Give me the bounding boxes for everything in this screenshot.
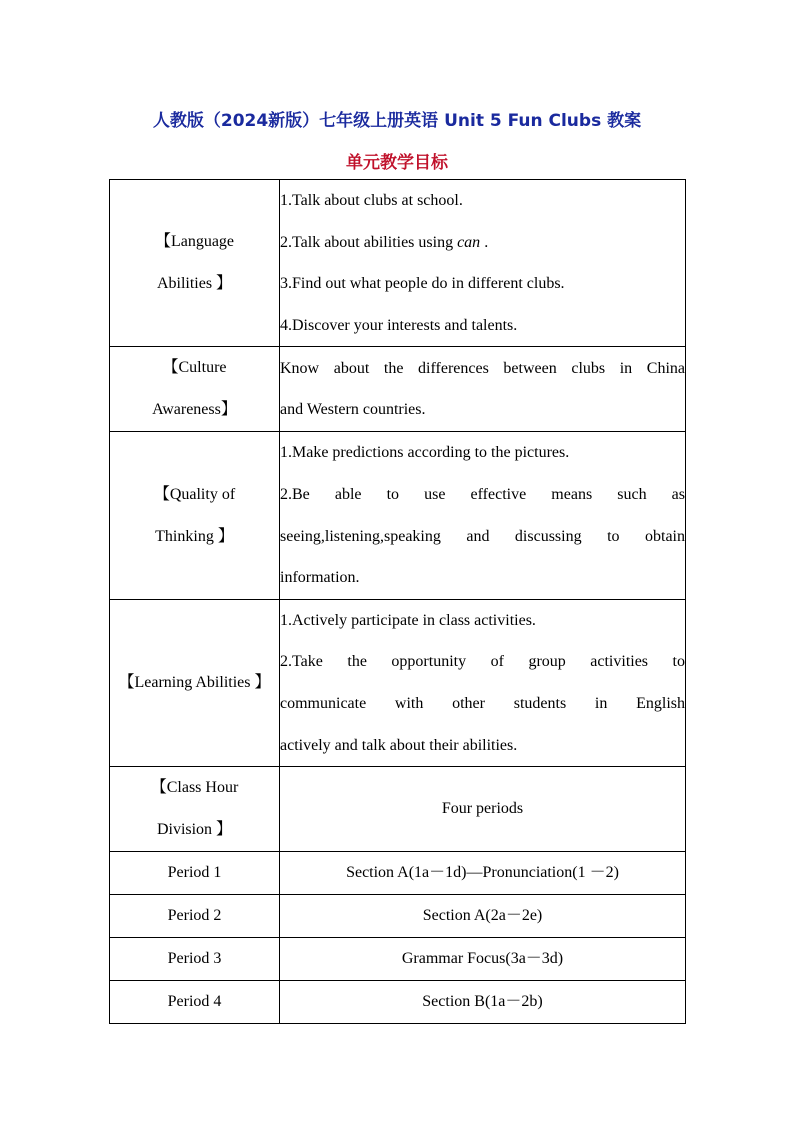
- section-heading: 单元教学目标: [346, 153, 448, 173]
- row-content-learning: [280, 599, 686, 766]
- modal-verb: can: [457, 233, 481, 251]
- row-label-culture: [110, 347, 280, 432]
- label-line: 【Quality of: [153, 485, 236, 503]
- period-content: Section B(1a－2b): [280, 981, 686, 1024]
- row-label-language: [110, 180, 280, 347]
- table-row-period: [110, 981, 686, 1024]
- objective-line: information.: [280, 569, 360, 587]
- objective-line: Know about the differences between clubs in China: [280, 359, 685, 377]
- objective-line: seeing,listening,speaking and discussing to obtain: [280, 527, 685, 545]
- row-content-language: [280, 180, 686, 347]
- row-content-hours: Four periods: [280, 767, 686, 852]
- label-line: 【Culture: [162, 359, 227, 377]
- table-row-language: [110, 180, 686, 347]
- row-label-learning: [110, 599, 280, 766]
- period-name: Period 4: [110, 981, 280, 1024]
- document-title: 人教版（2024新版）七年级上册英语 Unit 5 Fun Clubs 教案: [152, 111, 642, 131]
- objective-line: 2.Take the opportunity of group activities to: [280, 653, 685, 671]
- objective-line: actively and talk about their abilities.: [280, 736, 518, 754]
- unit-objectives-table: [109, 179, 686, 1024]
- punctuation: .: [480, 233, 489, 251]
- objective-line: 4.Discover your interests and talents.: [280, 316, 518, 334]
- period-content: Section A(2a－2e): [280, 895, 686, 938]
- objective-line: 2.Be able to use effective means such as: [280, 485, 685, 503]
- period-content: Grammar Focus(3a－3d): [280, 938, 686, 981]
- label-line: Abilities 】: [156, 275, 233, 293]
- objective-line: 3.Find out what people do in different clubs.: [280, 275, 565, 293]
- table-row-period: [110, 938, 686, 981]
- objective-line: communicate with other students in English: [280, 694, 685, 712]
- label-line: Division 】: [156, 821, 233, 839]
- table-row-period: [110, 895, 686, 938]
- table-row-hours: [110, 767, 686, 852]
- label-line: 【Learning Abilities 】: [118, 673, 271, 691]
- row-content-culture: [280, 347, 686, 432]
- period-name: Period 3: [110, 938, 280, 981]
- period-name: Period 2: [110, 895, 280, 938]
- table-row-culture: [110, 347, 686, 432]
- row-label-thinking: [110, 432, 280, 599]
- label-line: Awareness】: [152, 401, 237, 419]
- table-row-thinking: [110, 432, 686, 599]
- table-row-period: [110, 852, 686, 895]
- objective-line: 1.Actively participate in class activities.: [280, 611, 536, 629]
- objective-text: 2.Talk about abilities using: [280, 233, 458, 251]
- label-line: Thinking 】: [155, 527, 234, 545]
- period-content: Section A(1a－1d)—Pronunciation(1 －2): [280, 852, 686, 895]
- objective-line: 1.Make predictions according to the pictures.: [280, 444, 570, 462]
- row-label-hours: [110, 767, 280, 852]
- table-row-learning: [110, 599, 686, 766]
- objective-line: and Western countries.: [280, 401, 426, 419]
- period-name: Period 1: [110, 852, 280, 895]
- objective-line: [280, 222, 685, 264]
- objective-line: 1.Talk about clubs at school.: [280, 192, 463, 209]
- row-content-thinking: [280, 432, 686, 599]
- label-line: 【Class Hour: [150, 779, 239, 797]
- label-line: 【Language: [154, 233, 235, 251]
